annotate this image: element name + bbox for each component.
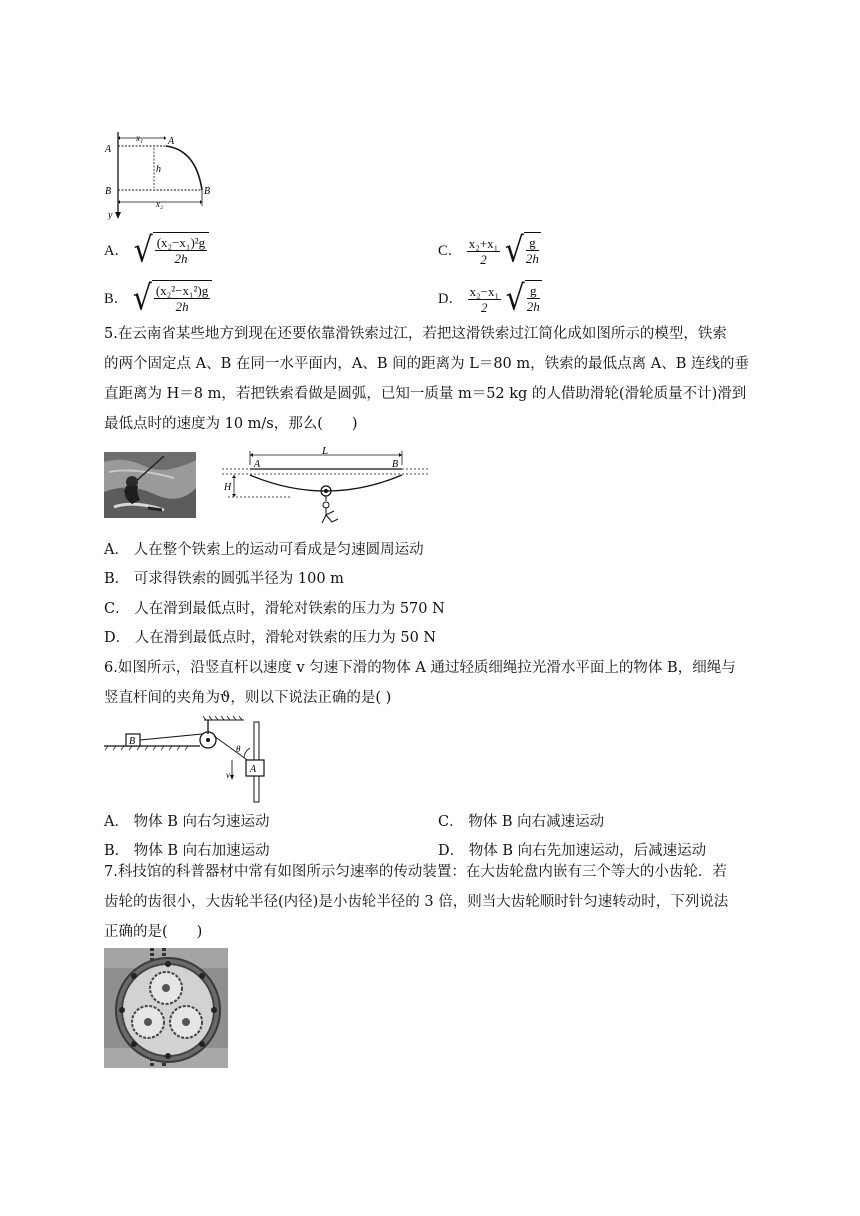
option-text: 人在整个铁索上的运动可看成是匀速圆周运动: [133, 542, 424, 558]
fraction-numerator: (x₂−x₁)²g: [156, 235, 206, 250]
option-letter: B．: [104, 843, 130, 859]
option-letter: D．: [438, 291, 463, 307]
small-gear-1: [150, 972, 182, 1004]
projectile-diagram: [104, 128, 214, 220]
fraction-denominator: 2h: [174, 251, 188, 266]
label-l: L: [322, 445, 329, 457]
fraction-numerator: x₂+x₁: [468, 235, 499, 251]
q6-line-2: 竖直杆间的夹角为ϑ，则以下说法正确的是( ): [104, 690, 392, 706]
option-letter: D．: [438, 843, 465, 859]
q5-option-a: [104, 540, 424, 560]
option-text: 人在滑到最低点时，滑轮对铁索的压力为 50 N: [134, 630, 437, 646]
q7-line-1: 7.科技馆的科普器材中常有如图所示匀速率的传动装置：在大齿轮盘内嵌有三个等大的小齿轮．若: [104, 864, 727, 880]
label-h: H: [224, 482, 232, 493]
fraction-denominator: 2h: [526, 299, 540, 314]
small-gear-3: [170, 1006, 202, 1038]
zipline-diagram: [222, 445, 428, 525]
option-letter: C．: [104, 601, 130, 617]
q4-option-d: [438, 280, 542, 318]
option-text: 物体 B 向右匀速运动: [133, 814, 270, 830]
sqrt-expression: √ $\frac{\text{(x₂²−x₁²)g}}{2h}$: [133, 280, 212, 318]
option-letter: A．: [104, 542, 129, 558]
fraction-denominator: 2: [480, 251, 487, 267]
label-b: B: [204, 186, 211, 197]
label-x2: x₂: [156, 199, 164, 209]
option-letter: B．: [104, 291, 129, 307]
q4-option-a: [104, 232, 209, 270]
q4-option-b: [104, 280, 212, 318]
label-block-a: A: [250, 764, 257, 775]
fraction-denominator: 2h: [525, 251, 539, 266]
zipline-photo: [104, 452, 196, 518]
label-a-prime: A: [105, 144, 112, 155]
fraction-numerator: g: [527, 283, 540, 299]
label-theta: θ: [236, 744, 241, 754]
label-point-b: B: [392, 459, 399, 470]
sqrt-expression: √ $\frac{g}{2h}$: [505, 278, 540, 319]
option-letter: C．: [438, 243, 463, 259]
option-text: 物体 B 向右加速运动: [133, 843, 270, 859]
fraction-numerator: g: [526, 235, 539, 251]
fraction-numerator: (x₂²−x₁²)g: [155, 283, 209, 298]
option-text: 人在滑到最低点时，滑轮对铁索的压力为 570 N: [134, 601, 445, 617]
label-point-a: A: [254, 459, 261, 470]
option-letter: A．: [104, 243, 129, 259]
q6-option-d: [438, 841, 706, 861]
option-letter: A．: [104, 814, 129, 830]
sqrt-expression: √ $\frac{g}{2h}$: [504, 230, 539, 271]
label-a: A: [168, 136, 175, 147]
label-y: y: [108, 210, 113, 220]
fraction-denominator: 2: [481, 299, 488, 315]
option-letter: B．: [104, 571, 130, 587]
label-x1: x₁: [136, 133, 144, 143]
label-h: h: [156, 164, 161, 175]
option-letter: C．: [438, 814, 464, 830]
option-text: 物体 B 向右先加速运动，后减速运动: [468, 843, 707, 859]
pulley-diagram: [104, 714, 272, 804]
q4-option-c: [438, 232, 541, 270]
q6-option-a: [104, 812, 269, 832]
gear-photo: [104, 948, 228, 1068]
q5-option-c: [104, 599, 445, 619]
option-letter: D．: [104, 630, 131, 646]
option-text: 可求得铁索的圆弧半径为 100 m: [133, 571, 344, 587]
label-block-b: B: [129, 736, 136, 747]
q5-line-3: 直距离为 H＝8 m，若把铁索看做是圆弧，已知一质量 m＝52 kg 的人借助滑轮(滑轮质量不计)滑到: [104, 386, 747, 402]
q5-line-4: 最低点时的速度为 10 m/s，那么( ): [104, 416, 358, 432]
q5-line-2: 的两个固定点 A、B 在同一水平面内，A、B 间的距离为 L＝80 m，铁索的最低点离 A、B 连线的垂: [104, 356, 749, 372]
q6-option-c: [438, 812, 604, 832]
fraction-numerator: x₂−x₁: [469, 283, 499, 299]
fraction-denominator: 2h: [175, 299, 189, 314]
q5-line-1: 5.在云南省某些地方到现在还要依靠滑铁索过江，若把这滑铁索过江简化成如图所示的模型，铁索: [104, 326, 727, 342]
q7-line-2: 齿轮的齿很小，大齿轮半径(内径)是小齿轮半径的 3 倍，则当大齿轮顺时针匀速转动时，下列说法: [104, 894, 729, 910]
option-text: 物体 B 向右减速运动: [468, 814, 605, 830]
q7-line-3: 正确的是( ): [104, 924, 203, 940]
label-b-prime: B: [105, 186, 112, 197]
label-v: v: [226, 770, 230, 780]
q6-line-1: 6.如图所示，沿竖直杆以速度 v 匀速下滑的物体 A 通过轻质细绳拉光滑水平面上的物体 B，细绳与: [104, 660, 736, 676]
small-gear-2: [132, 1006, 164, 1038]
q5-option-d: [104, 628, 436, 648]
q5-option-b: [104, 569, 344, 589]
sqrt-expression: √ $\frac{\text{(x₂−x₁)²g}}{2h}$: [134, 232, 210, 270]
q6-option-b: [104, 841, 270, 861]
